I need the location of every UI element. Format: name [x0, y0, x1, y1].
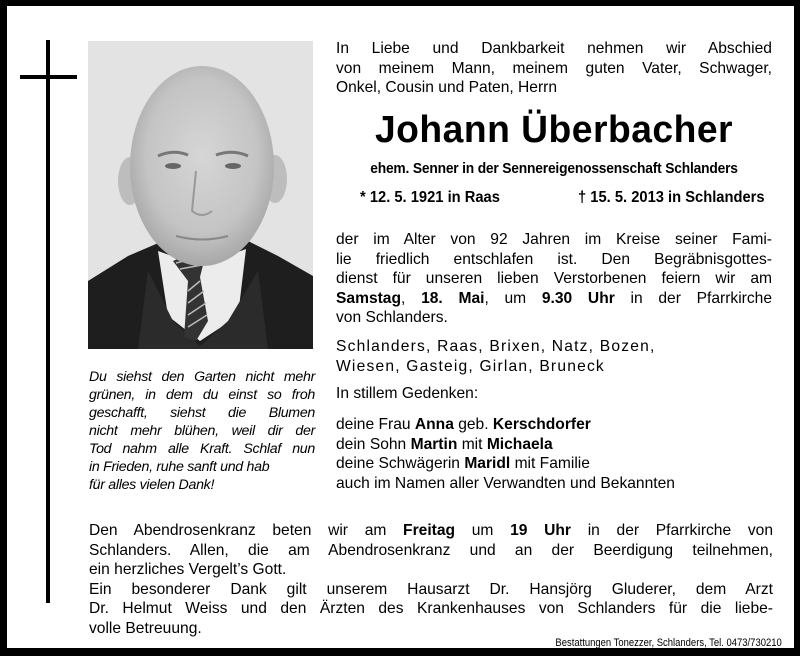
occupation: ehem. Senner in der Sennereigenossenschaft Schlanders — [370, 160, 738, 177]
funeral-info — [336, 230, 772, 328]
memory-label: In stillem Gedenken: — [336, 385, 479, 402]
rosary-line: ein herzliches Vergelt’s Gott. — [89, 561, 287, 578]
poem-line: nicht mehr blühen, weil dir der — [89, 423, 315, 439]
mourner-line — [336, 415, 772, 435]
birth-date: * 12. 5. 1921 in Raas — [360, 189, 500, 206]
mourner-text: mit Familie — [510, 455, 590, 472]
mourner-text: geb. — [453, 416, 493, 433]
death-date: † 15. 5. 2013 in Schlanders — [578, 189, 765, 206]
rosary-text: Den Abendrosenkranz beten wir am — [89, 522, 404, 539]
rosary-text: in der Pfarrkirche von — [571, 522, 773, 539]
separator: , um — [484, 289, 542, 307]
funeral-line: lie friedlich entschlafen ist. Den Begräbnisgottes- — [336, 250, 772, 268]
mourner-line — [336, 454, 772, 474]
intro-line: In Liebe und Dankbarkeit nehmen wir Abschied — [336, 40, 772, 57]
funeral-line: der im Alter von 92 Jahren im Kreise seiner Fami- — [336, 231, 772, 248]
deceased-name: Johann Überbacher — [374, 109, 734, 151]
funeral-schedule-line — [336, 289, 772, 309]
funeral-day: Samstag — [336, 289, 402, 307]
thanks-line: Dr. Helmut Weiss und den Ärzten des Krankenhauses von Schlanders für die liebe- — [89, 600, 773, 617]
mourner-name: Michaela — [486, 435, 553, 453]
funeral-line: dienst für unseren lieben Verstorbenen feiern wir am — [336, 270, 772, 287]
mourner-name: Martin — [410, 435, 458, 453]
places-list — [336, 337, 772, 376]
mourner-text: mit — [457, 435, 487, 453]
funeral-home-credit: Bestattungen Tonezzer, Schlanders, Tel. 0473/730210 — [555, 637, 782, 649]
mourner-line — [336, 435, 772, 455]
poem-line: geschafft, siehst die Blumen — [89, 405, 315, 421]
mourners-closing: auch im Namen aller Verwandten und Bekannten — [336, 474, 675, 492]
rosary-and-thanks — [89, 521, 773, 638]
funeral-location: in der Pfarrkirche — [614, 289, 772, 307]
poem-line: für alles vielen Dank! — [89, 477, 215, 493]
mourners-list — [336, 415, 772, 493]
thanks-line: Ein besonderer Dank gilt unserem Hausarzt Dr. Hansjörg Gluderer, dem Arzt — [89, 580, 773, 598]
mourner-relation: deine Frau — [336, 416, 415, 433]
mourner-name: Anna — [414, 416, 454, 433]
poem-line: Du siehst den Garten nicht mehr — [89, 369, 315, 385]
intro-line: von meinem Mann, meinem guten Vater, Schwager, — [336, 59, 772, 77]
separator: , — [401, 289, 422, 307]
funeral-date: 18. Mai — [421, 289, 485, 307]
mourner-name: Kerschdorfer — [492, 416, 591, 433]
portrait-photo — [88, 41, 313, 349]
rosary-line — [89, 521, 773, 541]
rosary-time: 19 Uhr — [510, 522, 572, 539]
intro-text — [336, 39, 772, 98]
places-line: Schlanders, Raas, Brixen, Natz, Bozen, — [336, 338, 656, 355]
poem-line: grünen, in dem du einst so froh — [89, 387, 315, 403]
intro-line: Onkel, Cousin und Paten, Herrn — [336, 79, 558, 96]
mourner-name: Maridl — [464, 455, 511, 472]
poem-line: in Frieden, ruhe sanft und hab — [89, 459, 270, 475]
mourner-relation: dein Sohn — [336, 435, 411, 453]
funeral-time: 9.30 Uhr — [541, 289, 615, 307]
mourner-relation: deine Schwägerin — [336, 455, 465, 472]
rosary-line: Schlanders. Allen, die am Abendrosenkranz und an der Beerdigung teilnehmen, — [89, 541, 773, 559]
funeral-line: von Schlanders. — [336, 309, 448, 326]
poem-line: Tod nahm alle Kraft. Schlaf nun — [89, 441, 315, 457]
thanks-line: volle Betreuung. — [89, 619, 202, 637]
places-line: Wiesen, Gasteig, Girlan, Bruneck — [336, 357, 605, 375]
cross-icon-vertical — [46, 40, 50, 603]
poem — [89, 368, 315, 494]
cross-icon-horizontal — [20, 75, 77, 79]
rosary-day: Freitag — [403, 522, 456, 539]
rosary-text: um — [455, 522, 511, 539]
